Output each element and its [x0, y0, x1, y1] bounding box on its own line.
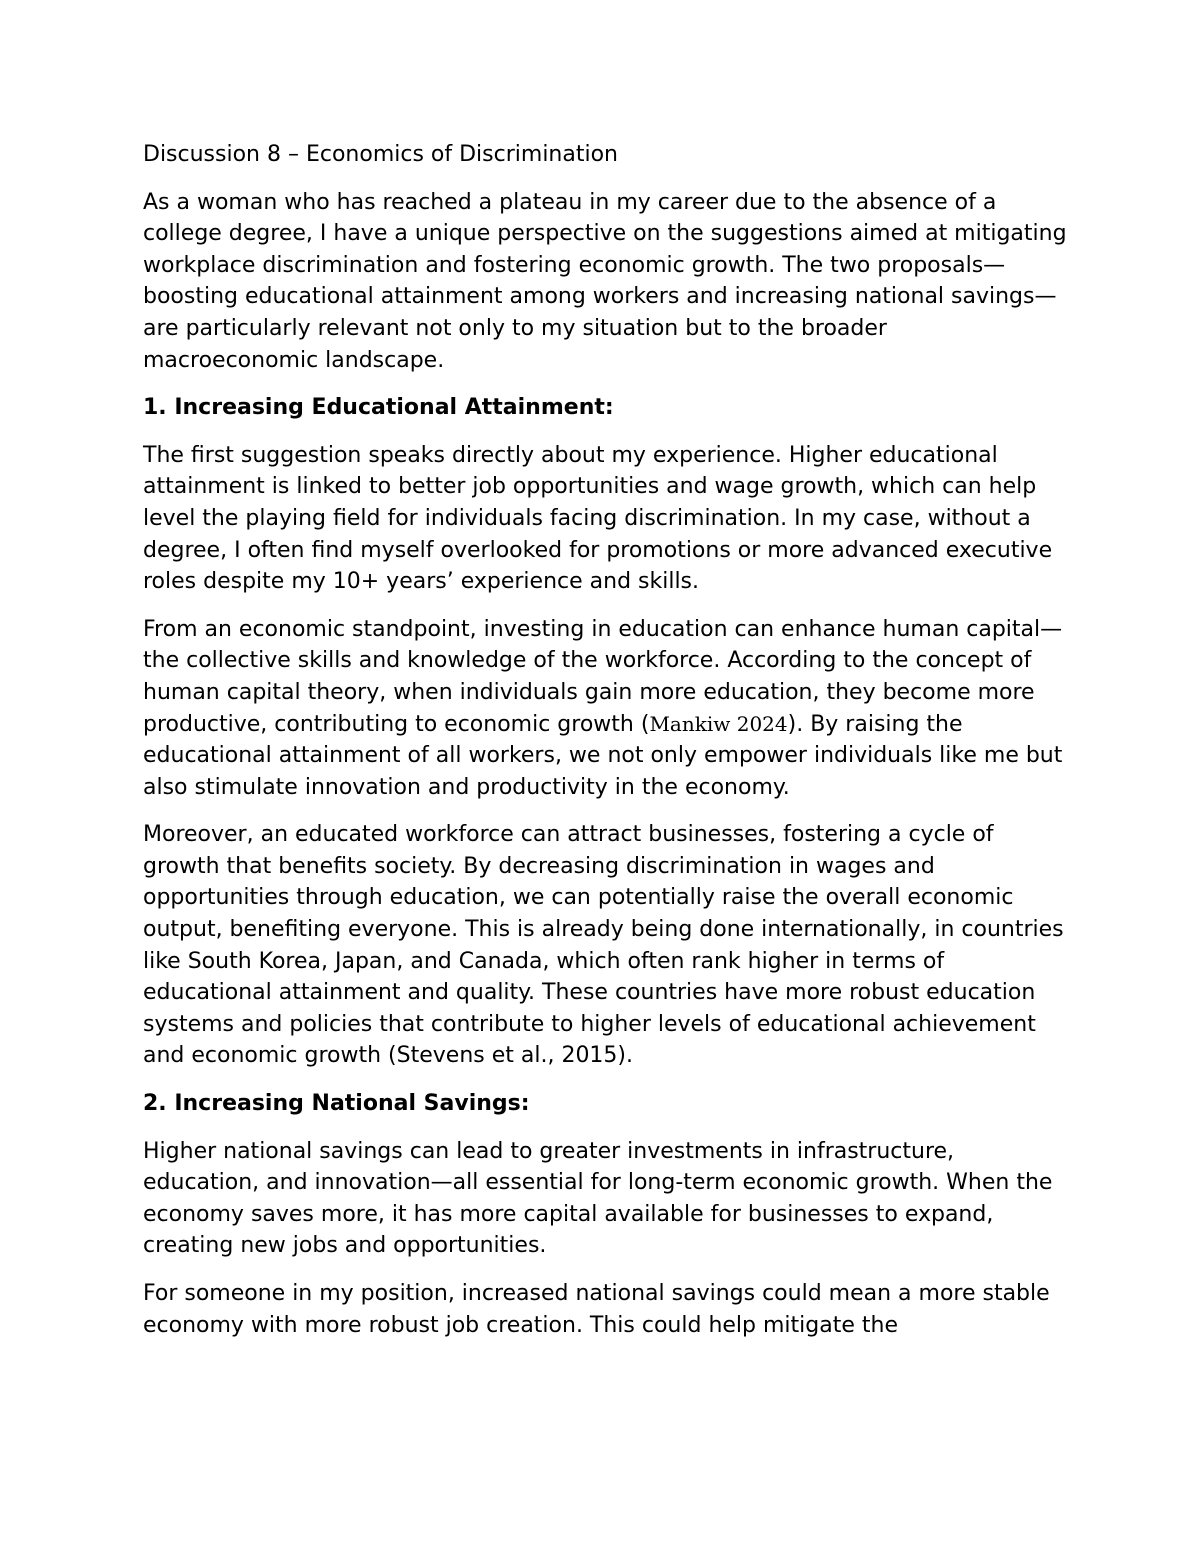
section-1-paragraph-2-text-b: ). By raising the educational attainment of all workers, we not only empower individuals like me but also stimulate innovation and productivity in the economy.	[143, 711, 1063, 800]
section-1-paragraph-2	[143, 614, 1068, 804]
section-2-paragraph-2: For someone in my position, increased national savings could mean a more stable economy with more robust job creation. This could help mitigate the	[143, 1281, 1050, 1338]
section-1-paragraph-3: Moreover, an educated workforce can attract businesses, fostering a cycle of growth that benefits society. By decreasing discrimination in wages and opportunities through education, we can potentially raise the overall economic output, benefiting everyone. This is already being done internationally, in countries like South Korea, Japan, and Canada, which often rank higher in terms of educational attainment and quality. These countries have more robust education systems and policies that contribute to higher levels of educational achievement and economic growth (Stevens et al., 2015).	[143, 822, 1064, 1069]
section-2-heading: 2. Increasing National Savings:	[143, 1091, 530, 1117]
section-1-heading: 1. Increasing Educational Attainment:	[143, 395, 614, 421]
section-1-paragraph-2-text-a: From an economic standpoint, investing in education can enhance human capital—the collective skills and knowledge of the workforce. According to the concept of human capital theory, when individuals gain more education, they become more productive, contributing to economic growth (	[143, 616, 1063, 737]
document-title: Discussion 8 – Economics of Discrimination	[143, 142, 618, 167]
citation-mankiw: Mankiw 2024	[649, 711, 788, 736]
intro-paragraph: As a woman who has reached a plateau in my career due to the absence of a college degree, I have a unique perspective on the suggestions aimed at mitigating workplace discrimination and fostering economic growth. The two proposals—boosting educational attainment among workers and increasing national savings—are particularly relevant not only to my situation but to the broader macroeconomic landscape.	[143, 189, 1067, 373]
section-1-paragraph-1: The first suggestion speaks directly about my experience. Higher educational attainment is linked to better job opportunities and wage growth, which can help level the playing field for individuals facing discrimination. In my case, without a degree, I often find myself overlooked for promotions or more advanced executive roles despite my 10+ years’ experience and skills.	[143, 442, 1053, 595]
document-page	[143, 139, 1068, 1357]
section-2-paragraph-1: Higher national savings can lead to greater investments in infrastructure, education, and innovation—all essential for long-term economic growth. When the economy saves more, it has more capital available for businesses to expand, creating new jobs and opportunities.	[143, 1138, 1053, 1259]
